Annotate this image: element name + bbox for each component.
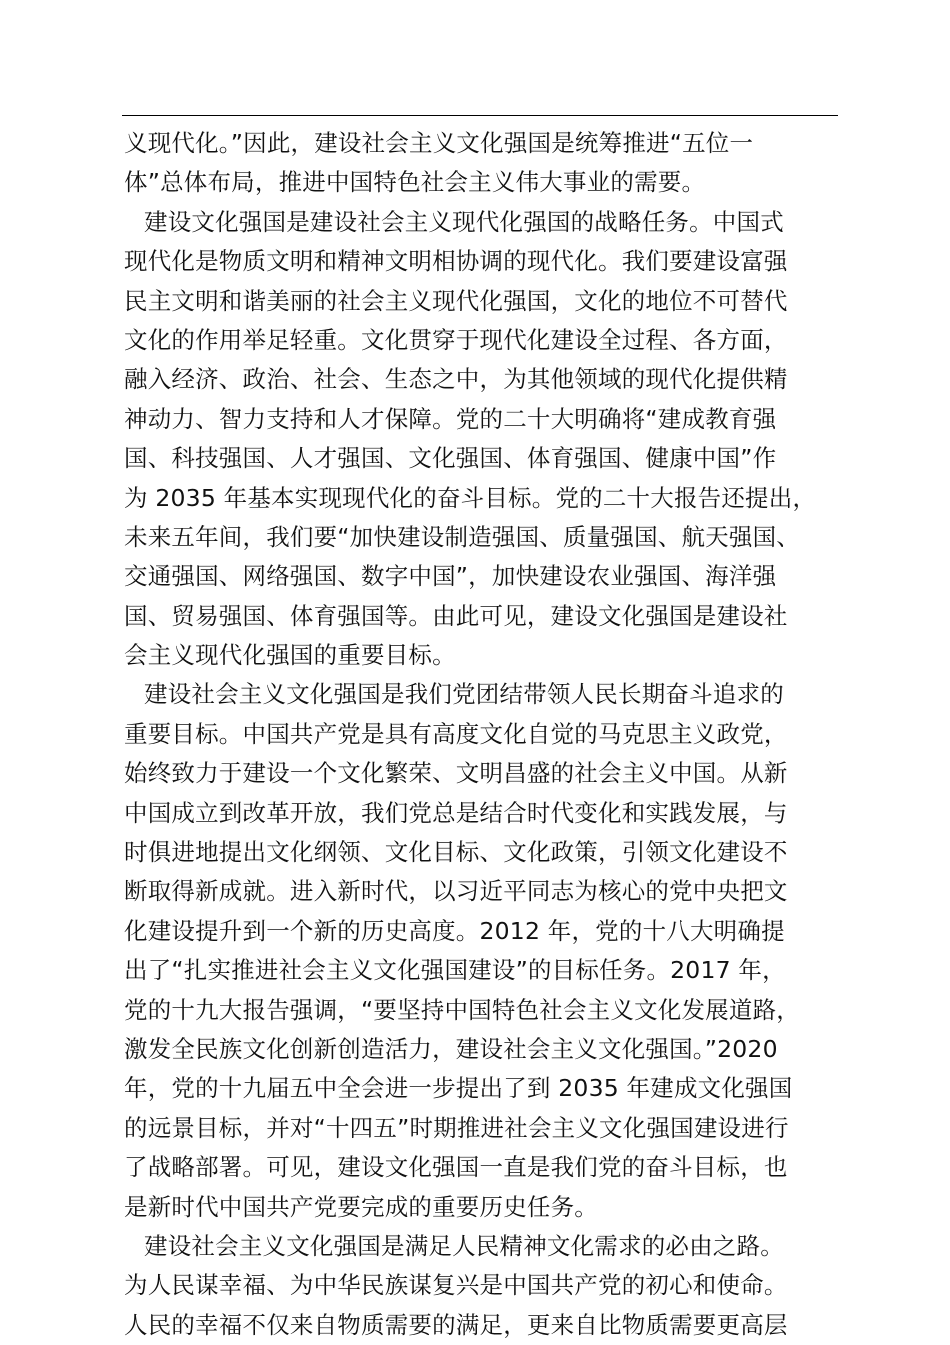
body-text xyxy=(124,124,854,1345)
text-line: 了战略部署。可见，建设文化强国一直是我们党的奋斗目标，也 xyxy=(124,1153,788,1182)
text-line: 国、贸易强国、体育强国等。由此可见，建设文化强国是建设社 xyxy=(124,601,788,630)
text-line: 始终致力于建设一个文化繁荣、文明昌盛的社会主义中国。从新 xyxy=(124,759,788,788)
text-line: 民主文明和谐美丽的社会主义现代化强国，文化的地位不可替代 xyxy=(124,286,788,315)
text-line: 体”总体布局，推进中国特色社会主义伟大事业的需要。 xyxy=(124,168,706,197)
text-line: 神动力、智力支持和人才保障。党的二十大明确将“建成教育强 xyxy=(124,404,777,433)
text-line: 党的十九大报告强调，“要坚持中国特色社会主义文化发展道路， xyxy=(124,995,800,1024)
text-line: 人民的幸福不仅来自物质需要的满足，更来自比物质需要更高层 xyxy=(124,1310,788,1339)
text-line: 交通强国、网络强国、数字中国”，加快建设农业强国、海洋强 xyxy=(124,562,777,591)
text-line: 激发全民族文化创新创造活力，建设社会主义文化强国。”2020 xyxy=(124,1034,778,1063)
header-rule xyxy=(122,115,838,116)
text-line: 断取得新成就。进入新时代，以习近平同志为核心的党中央把文 xyxy=(124,877,788,906)
text-line: 化建设提升到一个新的历史高度。2012 年，党的十八大明确提 xyxy=(124,916,785,945)
text-line: 出了“扎实推进社会主义文化强国建设”的目标任务。2017 年， xyxy=(124,956,786,985)
text-line: 中国成立到改革开放，我们党总是结合时代变化和实践发展，与 xyxy=(124,798,788,827)
text-line: 现代化是物质文明和精神文明相协调的现代化。我们要建设富强 xyxy=(124,247,788,276)
paragraph-start-line: 建设社会主义文化强国是我们党团结带领人民长期奋斗追求的 xyxy=(144,680,784,709)
text-line: 未来五年间，我们要“加快建设制造强国、质量强国、航天强国、 xyxy=(124,522,800,551)
paragraph-start-line: 建设社会主义文化强国是满足人民精神文化需求的必由之路。 xyxy=(144,1231,784,1260)
text-line: 为 2035 年基本实现现代化的奋斗目标。党的二十大报告还提出， xyxy=(124,483,817,512)
text-line: 国、科技强国、人才强国、文化强国、体育强国、健康中国”作 xyxy=(124,444,777,473)
text-line: 为人民谋幸福、为中华民族谋复兴是中国共产党的初心和使命。 xyxy=(124,1271,788,1300)
paragraph-start-line: 建设文化强国是建设社会主义现代化强国的战略任务。中国式 xyxy=(144,207,784,236)
text-line: 义现代化。”因此，建设社会主义文化强国是统筹推进“五位一 xyxy=(124,129,754,157)
text-line: 会主义现代化强国的重要目标。 xyxy=(124,641,456,670)
text-line: 重要目标。中国共产党是具有高度文化自觉的马克思主义政党， xyxy=(124,719,788,748)
text-line: 时俱进地提出文化纲领、文化目标、文化政策，引领文化建设不 xyxy=(124,838,788,867)
text-line: 是新时代中国共产党要完成的重要历史任务。 xyxy=(124,1192,598,1221)
text-line: 年，党的十九届五中全会进一步提出了到 2035 年建成文化强国 xyxy=(124,1074,793,1103)
text-line: 的远景目标，并对“十四五”时期推进社会主义文化强国建设进行 xyxy=(124,1113,789,1142)
text-line: 文化的作用举足轻重。文化贯穿于现代化建设全过程、各方面， xyxy=(124,325,788,354)
text-line: 融入经济、政治、社会、生态之中，为其他领域的现代化提供精 xyxy=(124,365,788,394)
